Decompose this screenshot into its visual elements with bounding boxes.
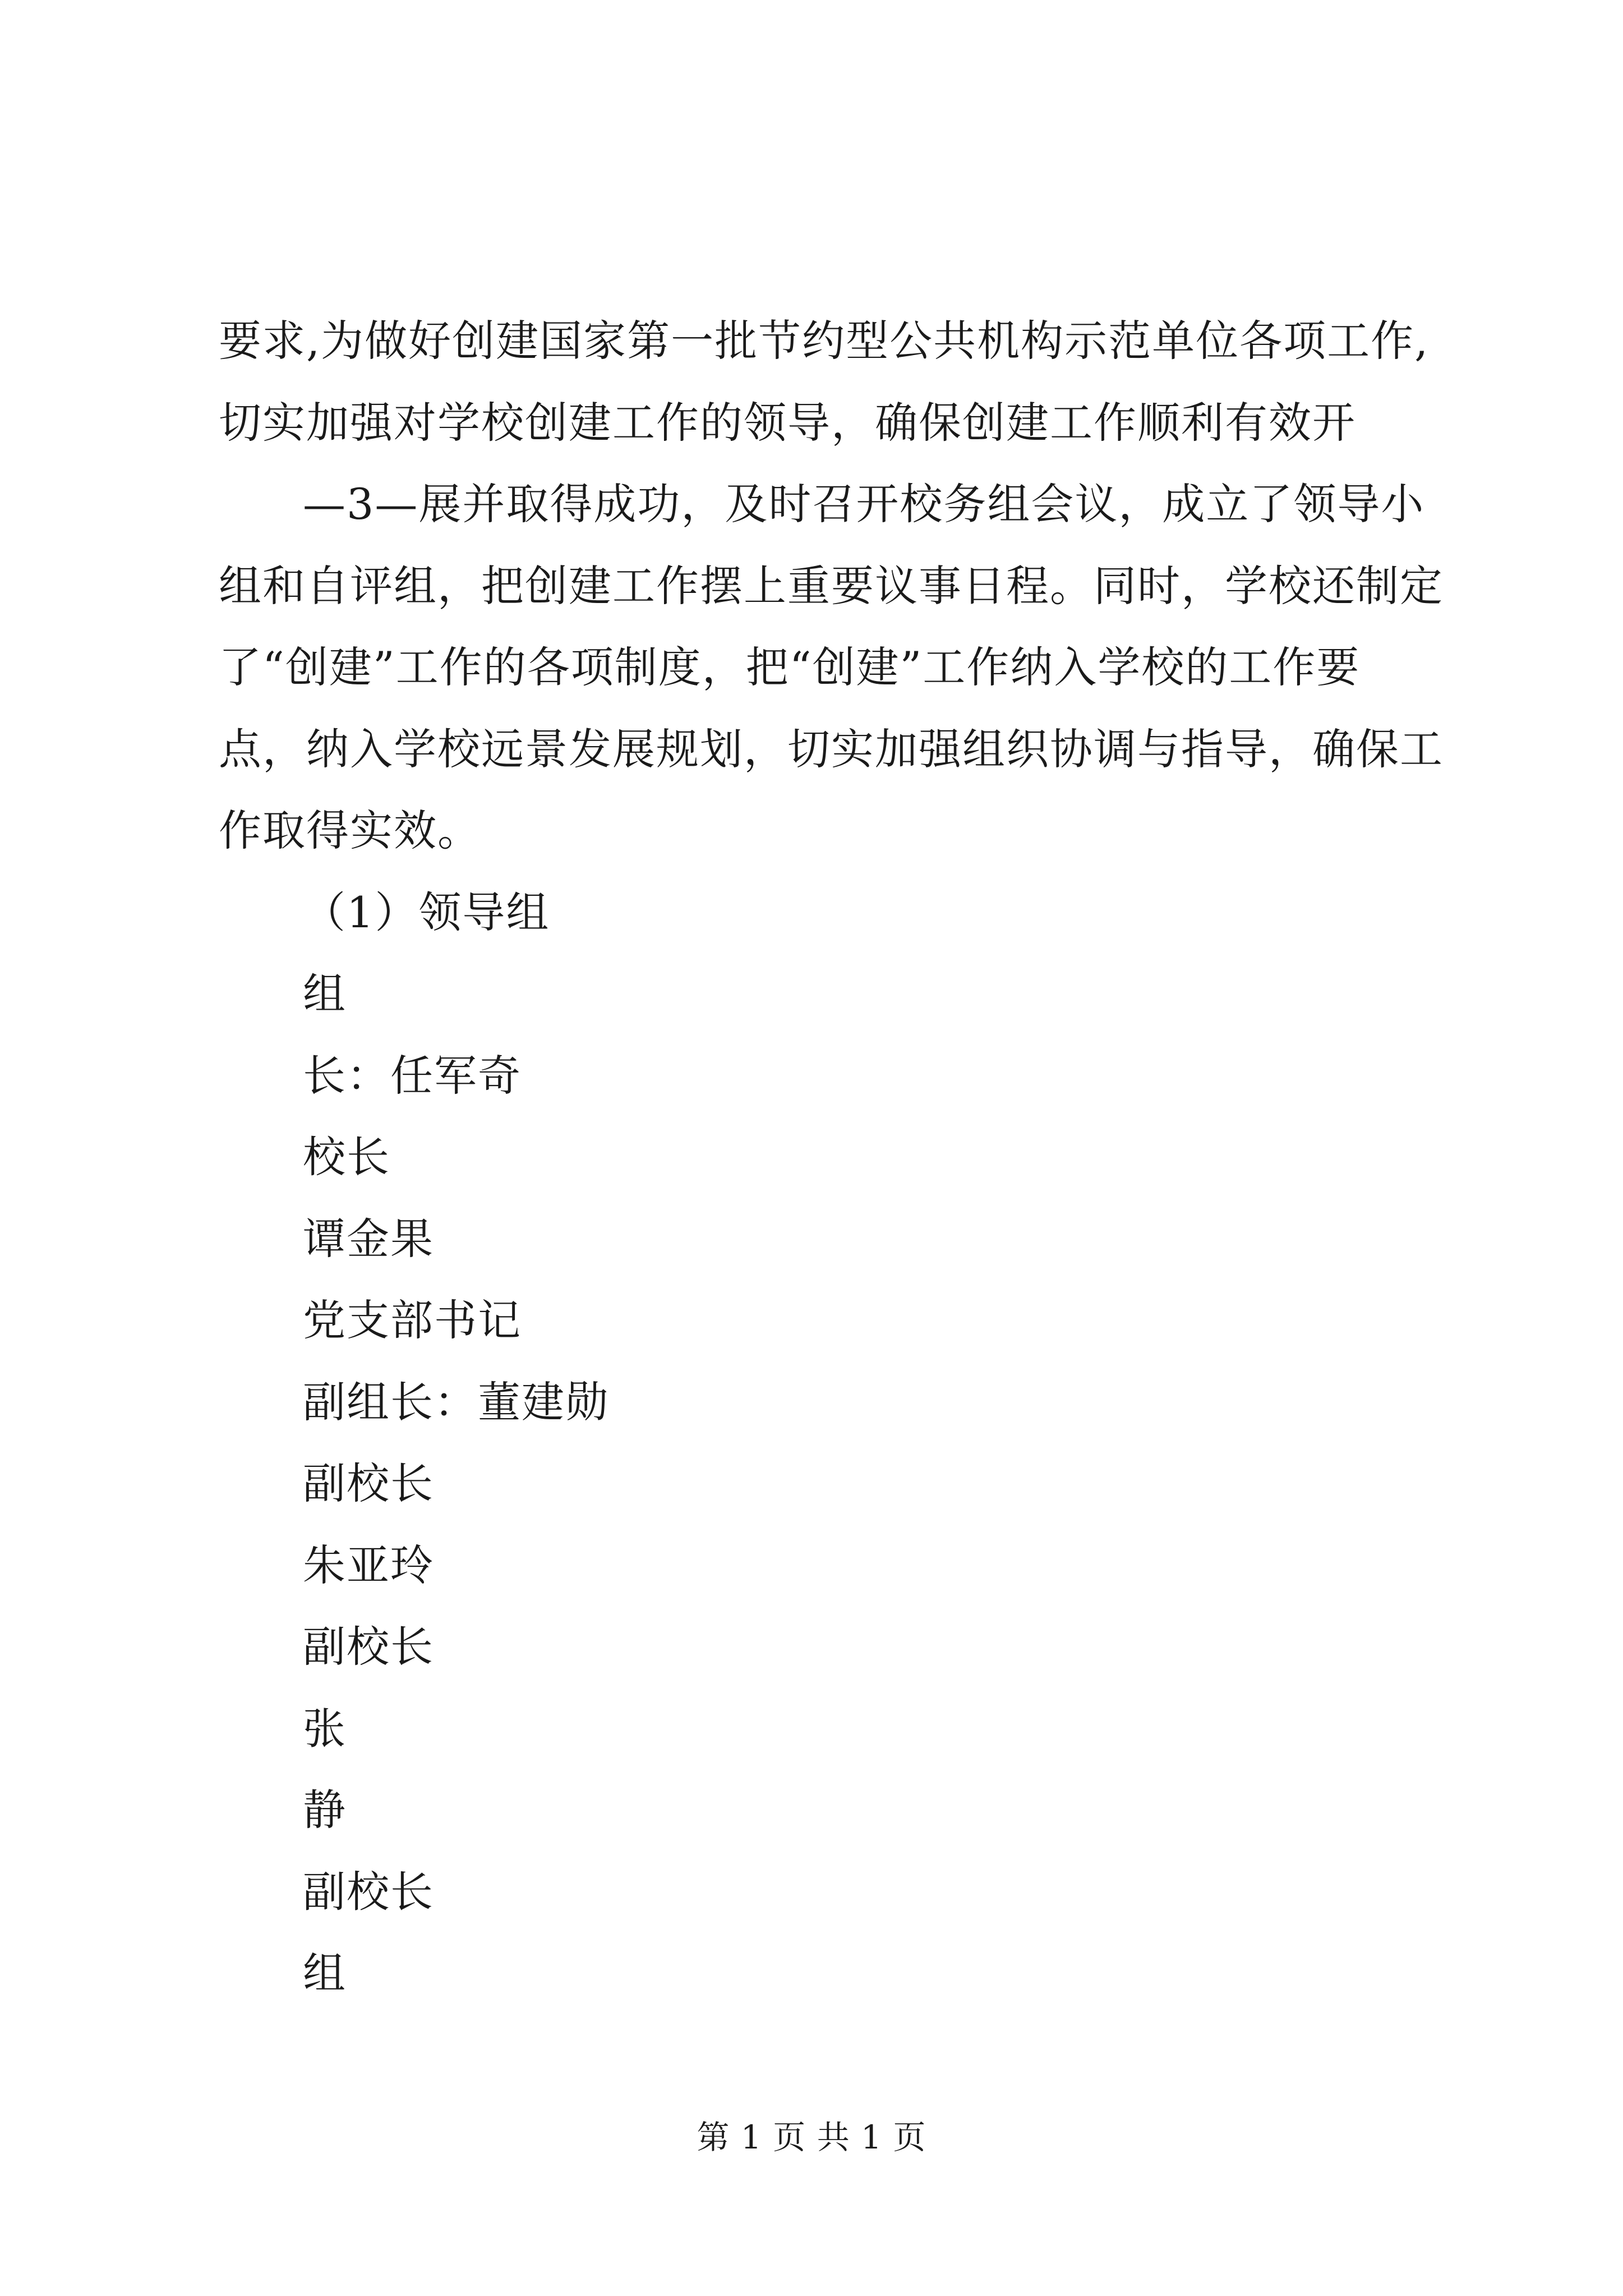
- list-item: 组: [303, 969, 347, 1019]
- paragraph-line: 点，纳入学校远景发展规划，切实加强组织协调与指导，确保工: [219, 724, 1444, 774]
- paragraph-line: 了“创建”工作的各项制度，把“创建”工作纳入学校的工作要: [219, 642, 1361, 692]
- list-item: 朱亚玲: [303, 1540, 434, 1590]
- list-item: 副校长: [303, 1622, 434, 1672]
- paragraph-line: 要求,为做好创建国家第一批节约型公共机构示范单位各项工作,: [219, 316, 1430, 366]
- list-item: 张: [303, 1703, 347, 1754]
- document-body: [219, 300, 1469, 2014]
- list-item: 副组长：董建勋: [303, 1377, 609, 1427]
- list-item: 组: [303, 1948, 347, 1998]
- list-item: 副校长: [303, 1866, 434, 1917]
- list-item: 静: [303, 1785, 347, 1835]
- paragraph-line: 作取得实效。: [219, 806, 481, 855]
- list-item: 副校长: [303, 1458, 434, 1508]
- list-item: 长：任军奇: [303, 1050, 522, 1101]
- section-heading: （1）领导组: [303, 887, 550, 937]
- paragraph-line: 切实加强对学校创建工作的领导，确保创建工作顺利有效开: [219, 397, 1356, 448]
- list-item: 谭金果: [303, 1213, 434, 1264]
- paragraph-line: 组和自评组，把创建工作摆上重要议事日程。同时，学校还制定: [219, 560, 1444, 611]
- list-item: 党支部书记: [303, 1295, 522, 1345]
- list-item: 校长: [303, 1132, 390, 1182]
- paragraph-line: —3—展并取得成功，及时召开校务组会议，成立了领导小: [303, 479, 1425, 529]
- page-footer: 第 1 页 共 1 页: [697, 2118, 926, 2156]
